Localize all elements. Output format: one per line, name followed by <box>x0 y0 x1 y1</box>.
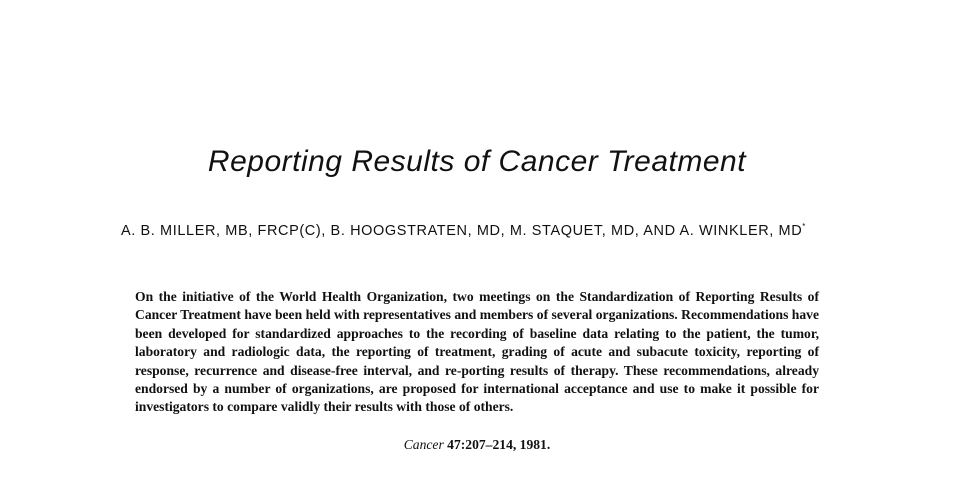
citation <box>0 437 954 453</box>
paper-title: Reporting Results of Cancer Treatment <box>207 145 747 178</box>
author-list <box>121 222 806 239</box>
author-names: A. B. MILLER, MB, FRCP(C), B. HOOGSTRATEN, MD, M. STAQUET, MD, AND A. WINKLER, MD <box>121 223 803 239</box>
journal-name: Cancer <box>403 437 444 452</box>
author-footnote-mark: * <box>802 222 807 231</box>
citation-reference: 47:207–214, 1981. <box>443 437 551 452</box>
abstract: On the initiative of the World Health Organization, two meetings on the Standardization of Reporting Results of Cancer Treatment have been held with representatives and members of several organizations. Recommendations have been developed for standardized approaches to the recording of baseline data relating to the patient, the tumor, laboratory and radiologic data, the reporting of treatment, grading of acute and subacute toxicity, reporting of response, recurrence and disease-free interval, and re-porting results of therapy. These recommendations, already endorsed by a number of organizations, are proposed for international acceptance and use to make it possible for investigators to compare validly their results with those of others. <box>135 289 819 415</box>
